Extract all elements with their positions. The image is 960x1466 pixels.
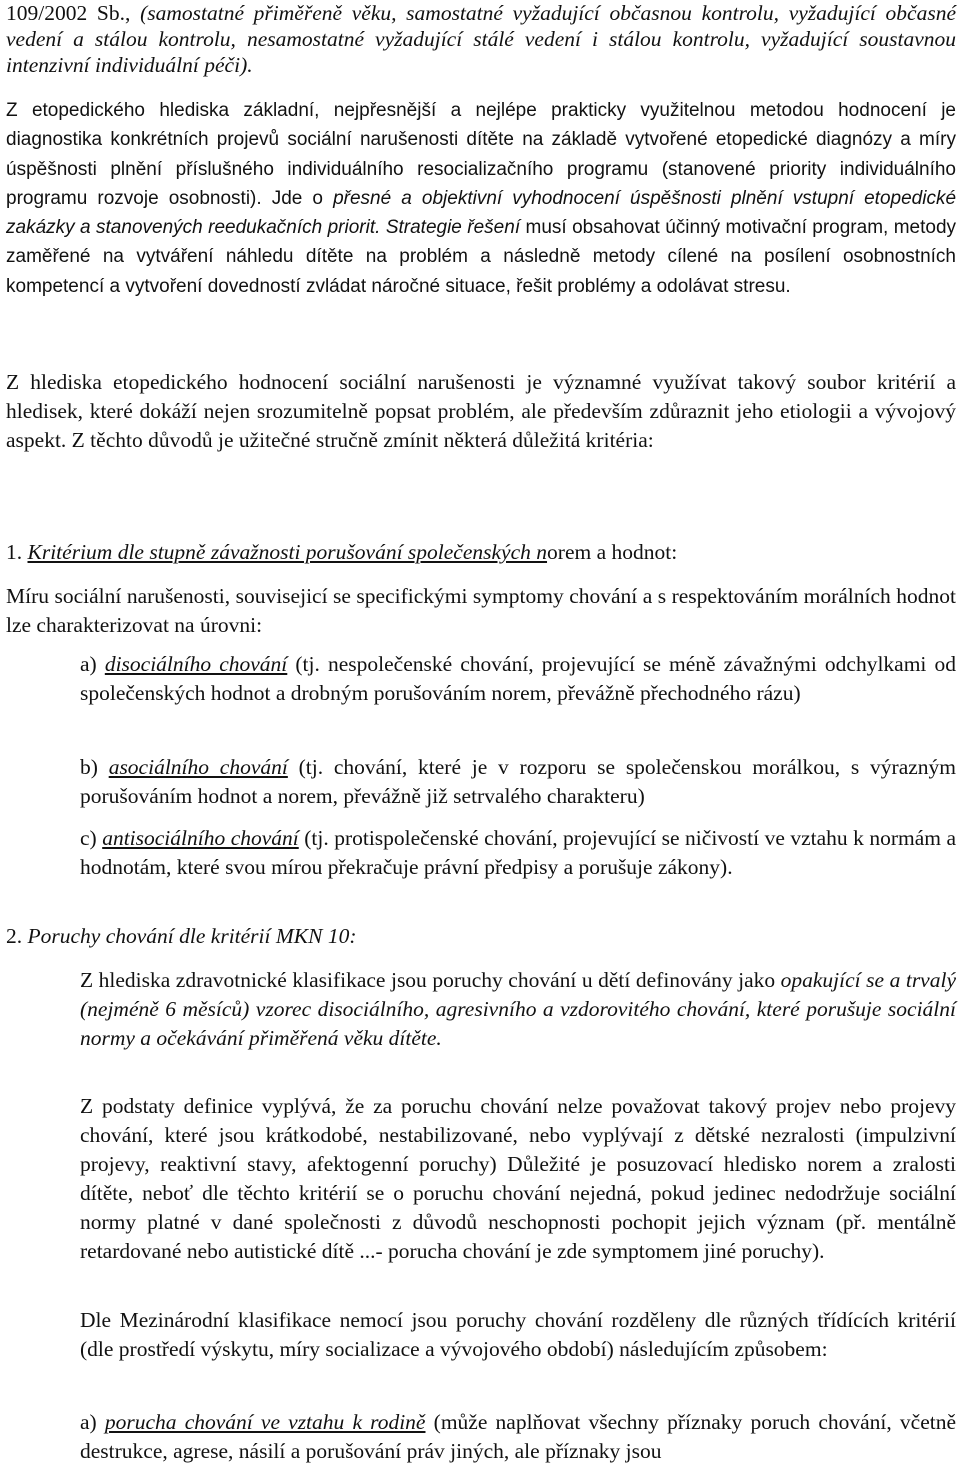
criterion-2-title: Poruchy chování dle kritérií MKN 10:	[27, 924, 357, 948]
criterion-2-heading: 2. Poruchy chování dle kritérií MKN 10:	[6, 924, 357, 948]
para1-italic: přesné a objektivní vyhodnocení úspěšnosti plnění vstupní etopedické zakázky a stanovených reedukačních priorit.	[6, 187, 957, 239]
para1-sentence-start: Jde o	[271, 187, 324, 209]
paragraph-2: Z hlediska etopedického hodnocení sociální narušenosti je významné využívat takový soubor kritérií a hledisek, které dokáží nejen srozumitelně popsat problém, ale především zdůraznit jeho etiologii a vývojový aspekt. Z těchto důvodů je užitečné stručně zmínit některá důležitá kritéria:	[6, 370, 956, 452]
term-family-disorder: porucha chování ve vztahu k rodině	[104, 1410, 426, 1434]
criterion-1-heading: 1. Kritérium dle stupně závažnosti porušování společenských norem a hodnot:	[6, 540, 678, 564]
intro-paragraph	[6, 0, 956, 78]
criterion-2-paragraph-1: Z hlediska zdravotnické klasifikace jsou poruchy chování u dětí definovány jako opakující se a trvalý (nejméně 6 měsíců) vzorec disociálního, agresivního a vzdorovitého chování, které porušuje sociální normy a očekávání přiměřená věku dítěte.	[80, 968, 956, 1050]
strategy-term: Strategie řešení	[385, 217, 521, 239]
criterion-2-paragraph-2: Z podstaty definice vyplývá, že za poruchu chování nelze považovat takový projev nebo projevy chování, které jsou krátkodobé, nestabilizované, nebo vyplývají z dětské nezralosti (impulzivní projevy, reaktivní stavy, afektogenní poruchy) Důležité je posuzovací hledisko norem a zralosti dítěte, neboť dle těchto kritérií se o poruchu chování nejedná, pokud jedinec nedodržuje sociální normy platné v dané společnosti z důvodů neschopnosti pochopit jejich význam (př. mentálně retardované nebo autistické dítě ...- porucha chování je zde symptomem jiné poruchy).	[80, 1094, 956, 1263]
paragraph-1: Z etopedického hlediska základní, nejpřesnější a nejlépe prakticky využitelnou metodou hodnocení je diagnostika konkrétních projevů sociální narušenosti dítěte na základě vytvořené etopedické diagnózy a míry úspěšnosti plnění příslušného individuálního resocializačního programu (stanovené priority individuálního programu rozvoje osobnosti). Jde o přesné a objektivní vyhodnocení úspěšnosti plnění vstupní etopedické zakázky a stanovených reedukačních priorit. Strategie řešení musí obsahovat účinný motivační program, metody zaměřené na vytváření náhledu dítěte na problém a následně metody cílené na posílení osobnostních kompetencí a vytvoření dovedností zvládat náročné situace, řešit problémy a odolávat stresu.	[6, 100, 957, 297]
list-item-c: c) antisociálního chování (tj. protispolečenské chování, projevující se ničivostí ve vztahu k normám a hodnotám, které svou mírou překračuje právní předpisy a porušuje zákony).	[80, 826, 957, 879]
term-asocial: asociálního chování	[108, 755, 288, 779]
intro-italic: (samostatné přiměřeně věku, samostatné vyžadující občasnou kontrolu, vyžadující občasné vedení a stálou kontrolu, nesamostatné vyžadující stálé vedení i stálou kontrolu, vyžadující soustavnou intenzivní individuální péči).	[6, 1, 957, 77]
criterion-2-paragraph-3: Dle Mezinárodní klasifikace nemocí jsou poruchy chování rozděleny dle různých třídících kritérií (dle prostředí výskytu, míry socializace a vývojového období) následujícím způsobem:	[80, 1308, 956, 1361]
list-item-b: b) asociálního chování (tj. chování, které je v rozporu se společenskou morálkou, s výrazným porušováním hodnot a norem, převážně již setrvalého charakteru)	[80, 755, 957, 808]
term-disocial: disociálního chování	[104, 652, 288, 676]
criterion-1-title: Kritérium dle stupně závažnosti porušování společenských n	[27, 540, 548, 564]
law-reference: 109/2002 Sb.,	[6, 1, 131, 25]
criterion-1-text: Míru sociální narušenosti, souvisejicí se specifickými symptomy chování a s respektováním morálních hodnot lze charakterizovat na úrovni:	[6, 584, 956, 637]
criterion-2-list-item-a: a) porucha chování ve vztahu k rodině (může naplňovat všechny příznaky poruch chování, včetně destrukce, agrese, násilí a porušování práv jiných, ale příznaky jsou	[80, 1410, 957, 1463]
term-antisocial: antisociálního chování	[102, 826, 299, 850]
definition-italic: opakující se a trvalý (nejméně 6 měsíců) vzorec disociálního, agresivního a vzdorovitého chování, které porušuje sociální normy a očekávání přiměřená věku dítěte.	[80, 968, 956, 1050]
list-item-a: a) disociálního chování (tj. nespolečenské chování, projevující se méně závažnými odchylkami od společenských hodnot a drobným porušováním norem, převážně přechodného rázu)	[80, 652, 957, 705]
